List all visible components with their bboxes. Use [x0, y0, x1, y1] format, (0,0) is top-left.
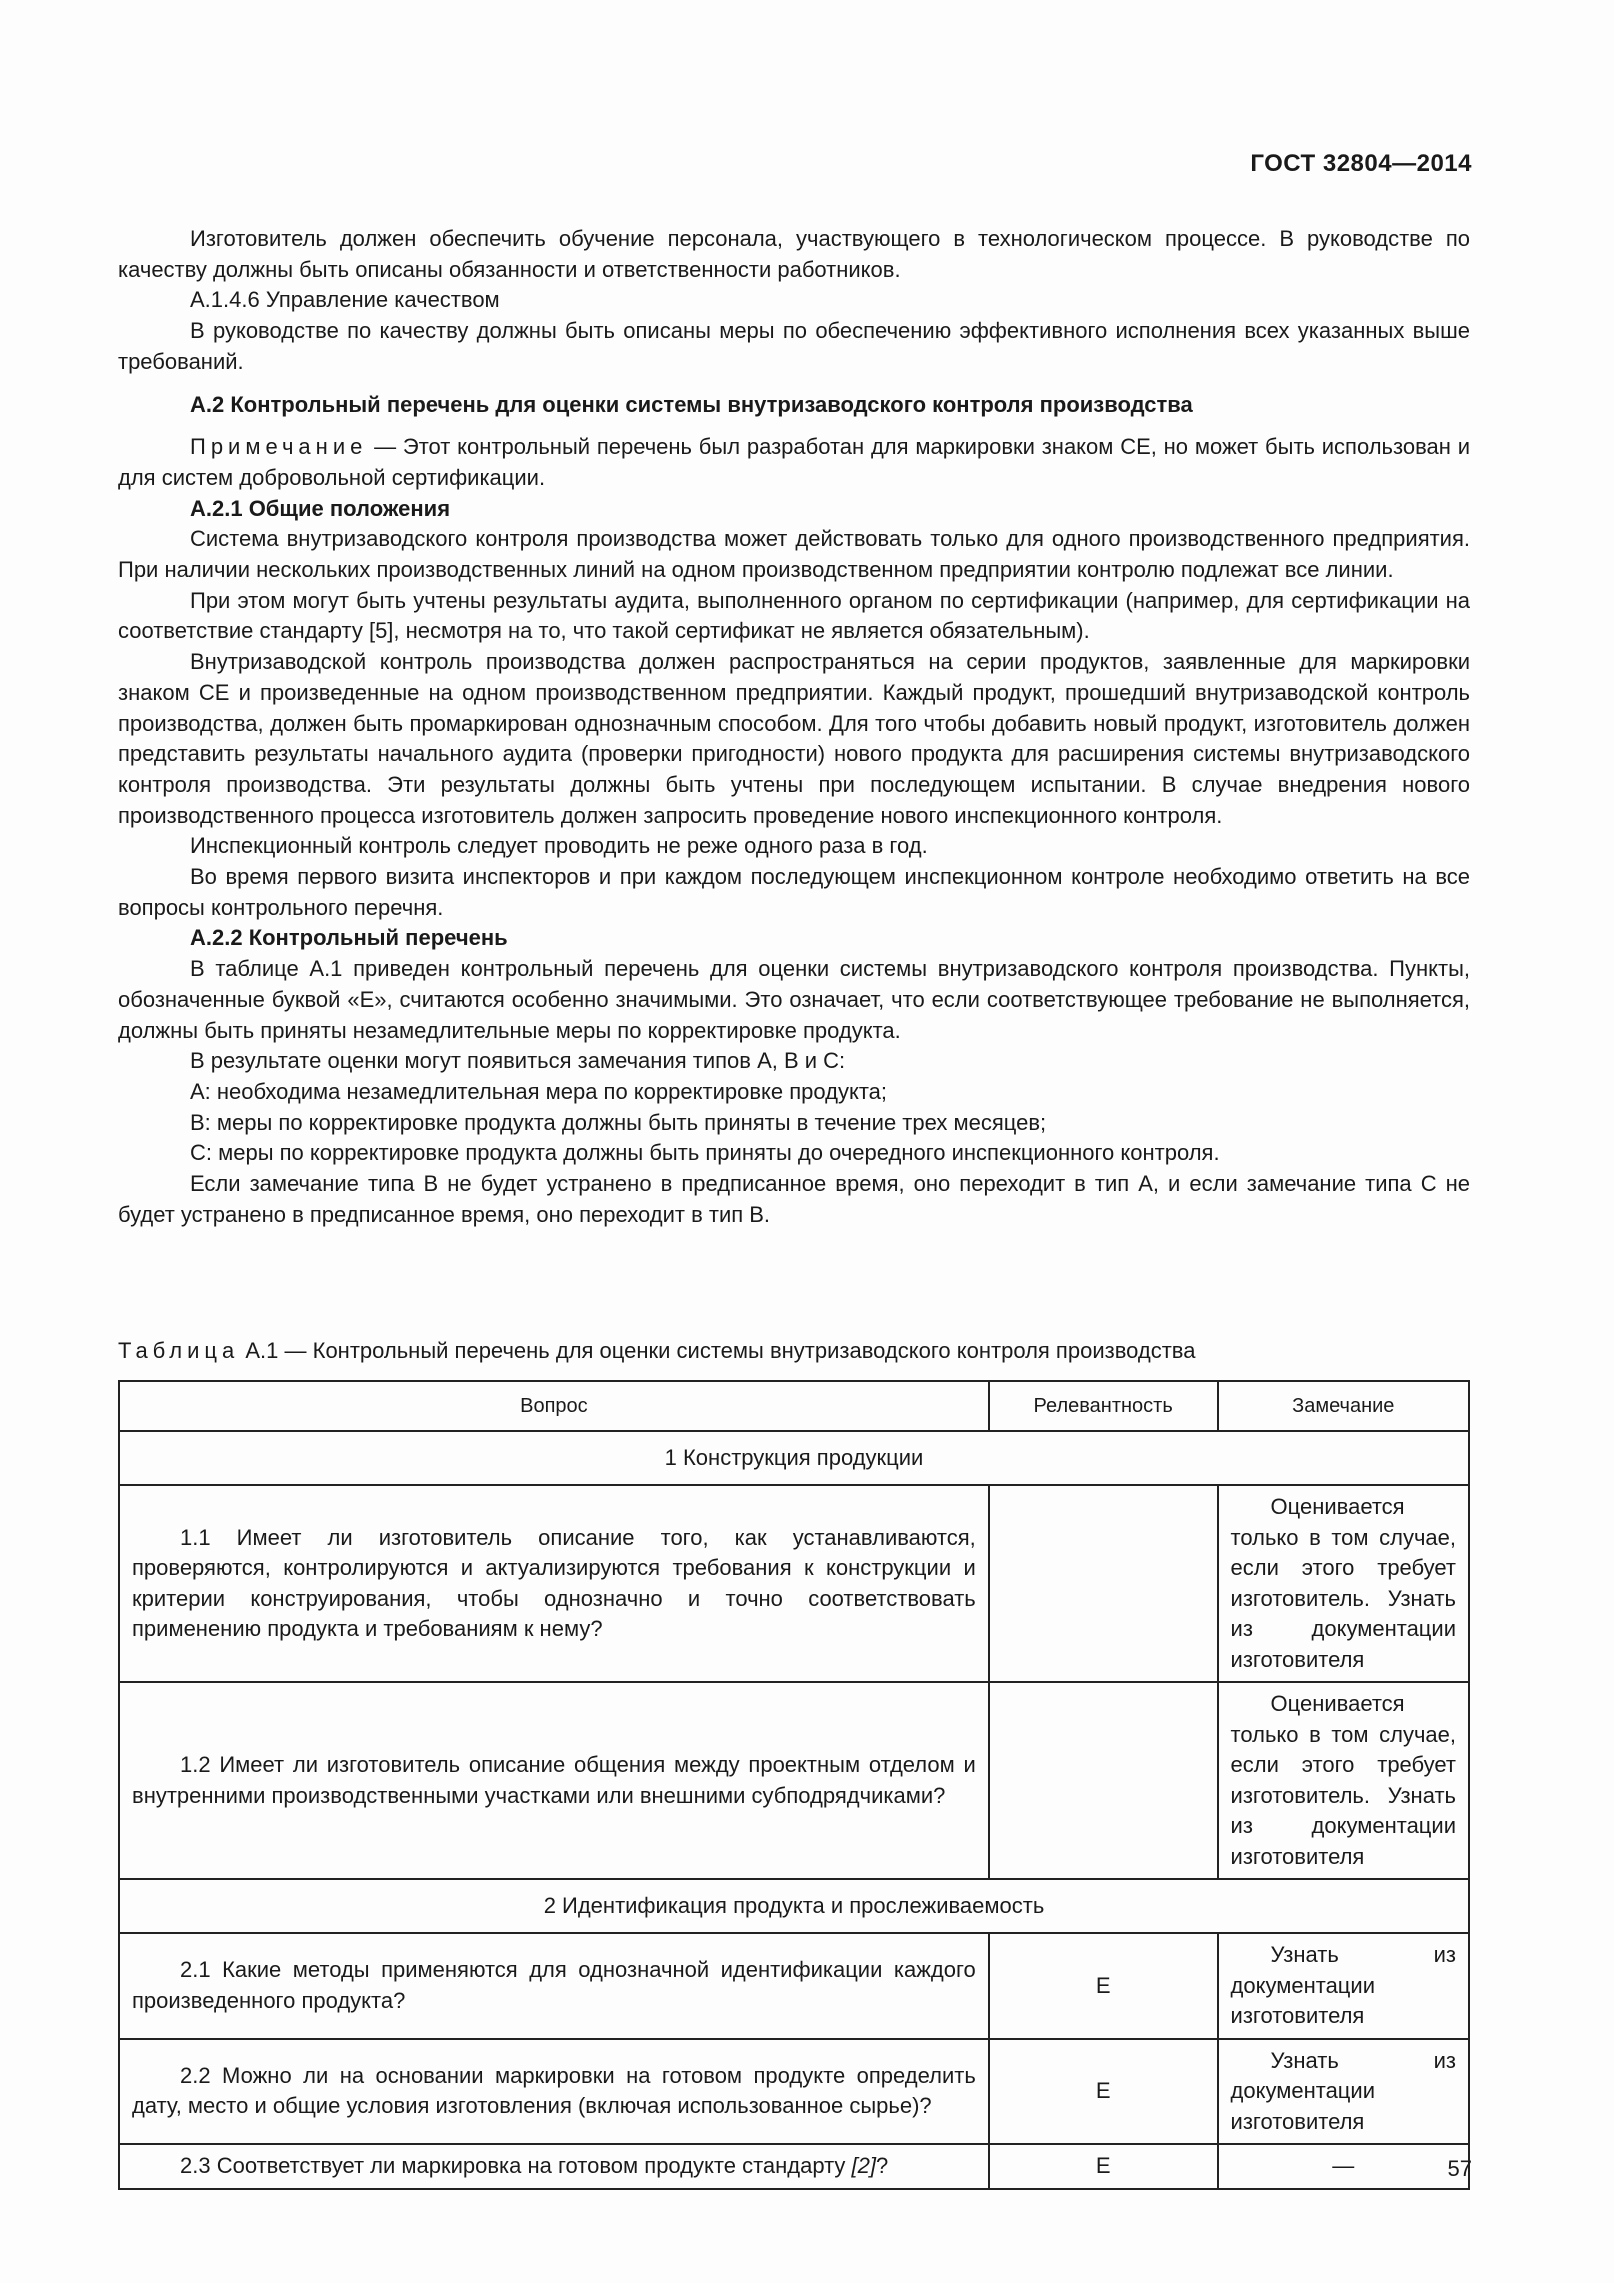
question-text: 2.3 Соответствует ли маркировка на готовом продукте стандарту [180, 2153, 852, 2178]
section-heading-a2: А.2 Контрольный перечень для оценки системы внутризаводского контроля производства [190, 391, 1193, 417]
subsection-heading: А.1.4.6 Управление качеством [190, 287, 500, 313]
relevance-cell: Е [989, 2039, 1218, 2145]
section-title: 2 Идентификация продукта и прослеживаемость [119, 1879, 1469, 1933]
paragraph: В таблице А.1 приведен контрольный перечень для оценки системы внутризаводского контроля производства. Пункты, обозначенные буквой «Е», считаются особенно значимыми. Это означает, что если соответствующее требование не выполняется, должны быть приняты незамедлительные меры по корректировке продукта. [118, 956, 1470, 1043]
paragraph: Инспекционный контроль следует проводить не реже одного раза в год. [190, 833, 928, 859]
remark-cell: Оценивается только в том случае, если этого требует изготовитель. Узнать из документации изготовителя [1218, 1682, 1469, 1879]
paragraph: Во время первого визита инспекторов и при каждом последующем инспекционном контроле необходимо ответить на все вопросы контрольного перечня. [118, 864, 1470, 920]
question-cell: 1.2 Имеет ли изготовитель описание общения между проектным отделом и внутренними производственными участками или внешними субподрядчиками? [119, 1682, 989, 1879]
question-cell: 2.2 Можно ли на основании маркировки на готовом продукте определить дату, место и общие условия изготовления (включая использованное сырье)? [119, 2039, 989, 2145]
remark-cell: Узнать из документации изготовителя [1218, 2039, 1469, 2145]
table-row [119, 1682, 1469, 1879]
table-row [119, 2039, 1469, 2145]
table-caption [118, 1338, 1195, 1364]
question-cell: 2.1 Какие методы применяются для однозначной идентификации каждого произведенного продукта? [119, 1933, 989, 2039]
remark-cell: — [1218, 2144, 1469, 2189]
list-item-c: С: меры по корректировке продукта должны быть приняты до очередного инспекционного контроля. [190, 1140, 1220, 1166]
section-heading-a21: А.2.1 Общие положения [190, 495, 451, 521]
note-label: Примечание [190, 434, 368, 460]
table-row [119, 1485, 1469, 1682]
question-cell [119, 2144, 989, 2189]
remark-cell: Оценивается только в том случае, если этого требует изготовитель. Узнать из документации изготовителя [1218, 1485, 1469, 1682]
reference: [2] [851, 2153, 877, 2178]
standard-header: ГОСТ 32804—2014 [1250, 150, 1472, 177]
paragraph: В руководстве по качеству должны быть описаны меры по обеспечению эффективного исполнения всех указанных выше требований. [118, 318, 1470, 374]
question-text-end: ? [876, 2153, 889, 2178]
list-item-b: В: меры по корректировке продукта должны быть приняты в течение трех месяцев; [190, 1109, 1047, 1135]
paragraph: Изготовитель должен обеспечить обучение персонала, участвующего в технологическом процессе. В руководстве по качеству должны быть описаны обязанности и ответственности работников. [118, 226, 1470, 282]
table-header-row [119, 1381, 1469, 1431]
paragraph: Внутризаводской контроль производства должен распространяться на серии продуктов, заявленные для маркировки знаком СЕ и произведенные на одном производственном предприятии. Каждый продукт, прошедший внутризаводской контроль производства, должен быть промаркирован однозначным способом. Для того чтобы добавить новый продукт, изготовитель должен представить результаты начального аудита (проверки пригодности) нового продукта для расширения системы внутризаводского контроля производства. Эти результаты должны быть учтены при последующем испытании. В случае внедрения нового производственного процесса изготовитель должен запросить проведение нового инспекционного контроля. [118, 649, 1470, 828]
header-relevance: Релевантность [989, 1381, 1218, 1431]
table-caption-text: А.1 — Контрольный перечень для оценки системы внутризаводского контроля производства [239, 1338, 1196, 1363]
list-item-a: А: необходима незамедлительная мера по корректировке продукта; [190, 1078, 888, 1104]
table-section-row [119, 1879, 1469, 1933]
header-remark: Замечание [1218, 1381, 1469, 1431]
header-question: Вопрос [119, 1381, 989, 1431]
note [118, 432, 1470, 493]
section-heading-a22: А.2.2 Контрольный перечень [190, 925, 508, 951]
note-text: — Этот контрольный перечень был разработан для маркировки знаком СЕ, но может быть использован и для систем добровольной сертификации. [118, 434, 1470, 490]
page-number: 57 [1447, 2156, 1472, 2181]
paragraph: В результате оценки могут появиться замечания типов А, В и С: [190, 1048, 846, 1074]
remark-cell: Узнать из документации изготовителя [1218, 1933, 1469, 2039]
paragraph: Система внутризаводского контроля производства может действовать только для одного производственного предприятия. При наличии нескольких производственных линий на одном производственном предприятии контролю подлежат все линии. [118, 526, 1470, 583]
relevance-cell [989, 1682, 1218, 1879]
checklist-table [118, 1380, 1470, 2190]
table-caption-label: Таблица [118, 1338, 240, 1363]
table-row [119, 1933, 1469, 2039]
body-text [118, 224, 1470, 1231]
paragraph: При этом могут быть учтены результаты аудита, выполненного органом по сертификации (например, для сертификации на соответствие стандарту [5], несмотря на то, что такой сертификат не является обязательным). [118, 587, 1470, 644]
table-section-row [119, 1431, 1469, 1485]
table-row [119, 2144, 1469, 2189]
relevance-cell [989, 1485, 1218, 1682]
relevance-cell: Е [989, 2144, 1218, 2189]
question-cell: 1.1 Имеет ли изготовитель описание того, как устанавливаются, проверяются, контролируются и актуализируются требования к конструкции и критерии конструирования, чтобы однозначно и точно соответствовать применению продукта и требованиям к нему? [119, 1485, 989, 1682]
paragraph: Если замечание типа В не будет устранено в предписанное время, оно переходит в тип А, и если замечание типа С не будет устранено в предписанное время, оно переходит в тип В. [118, 1171, 1470, 1227]
section-title: 1 Конструкция продукции [119, 1431, 1469, 1485]
relevance-cell: Е [989, 1933, 1218, 2039]
